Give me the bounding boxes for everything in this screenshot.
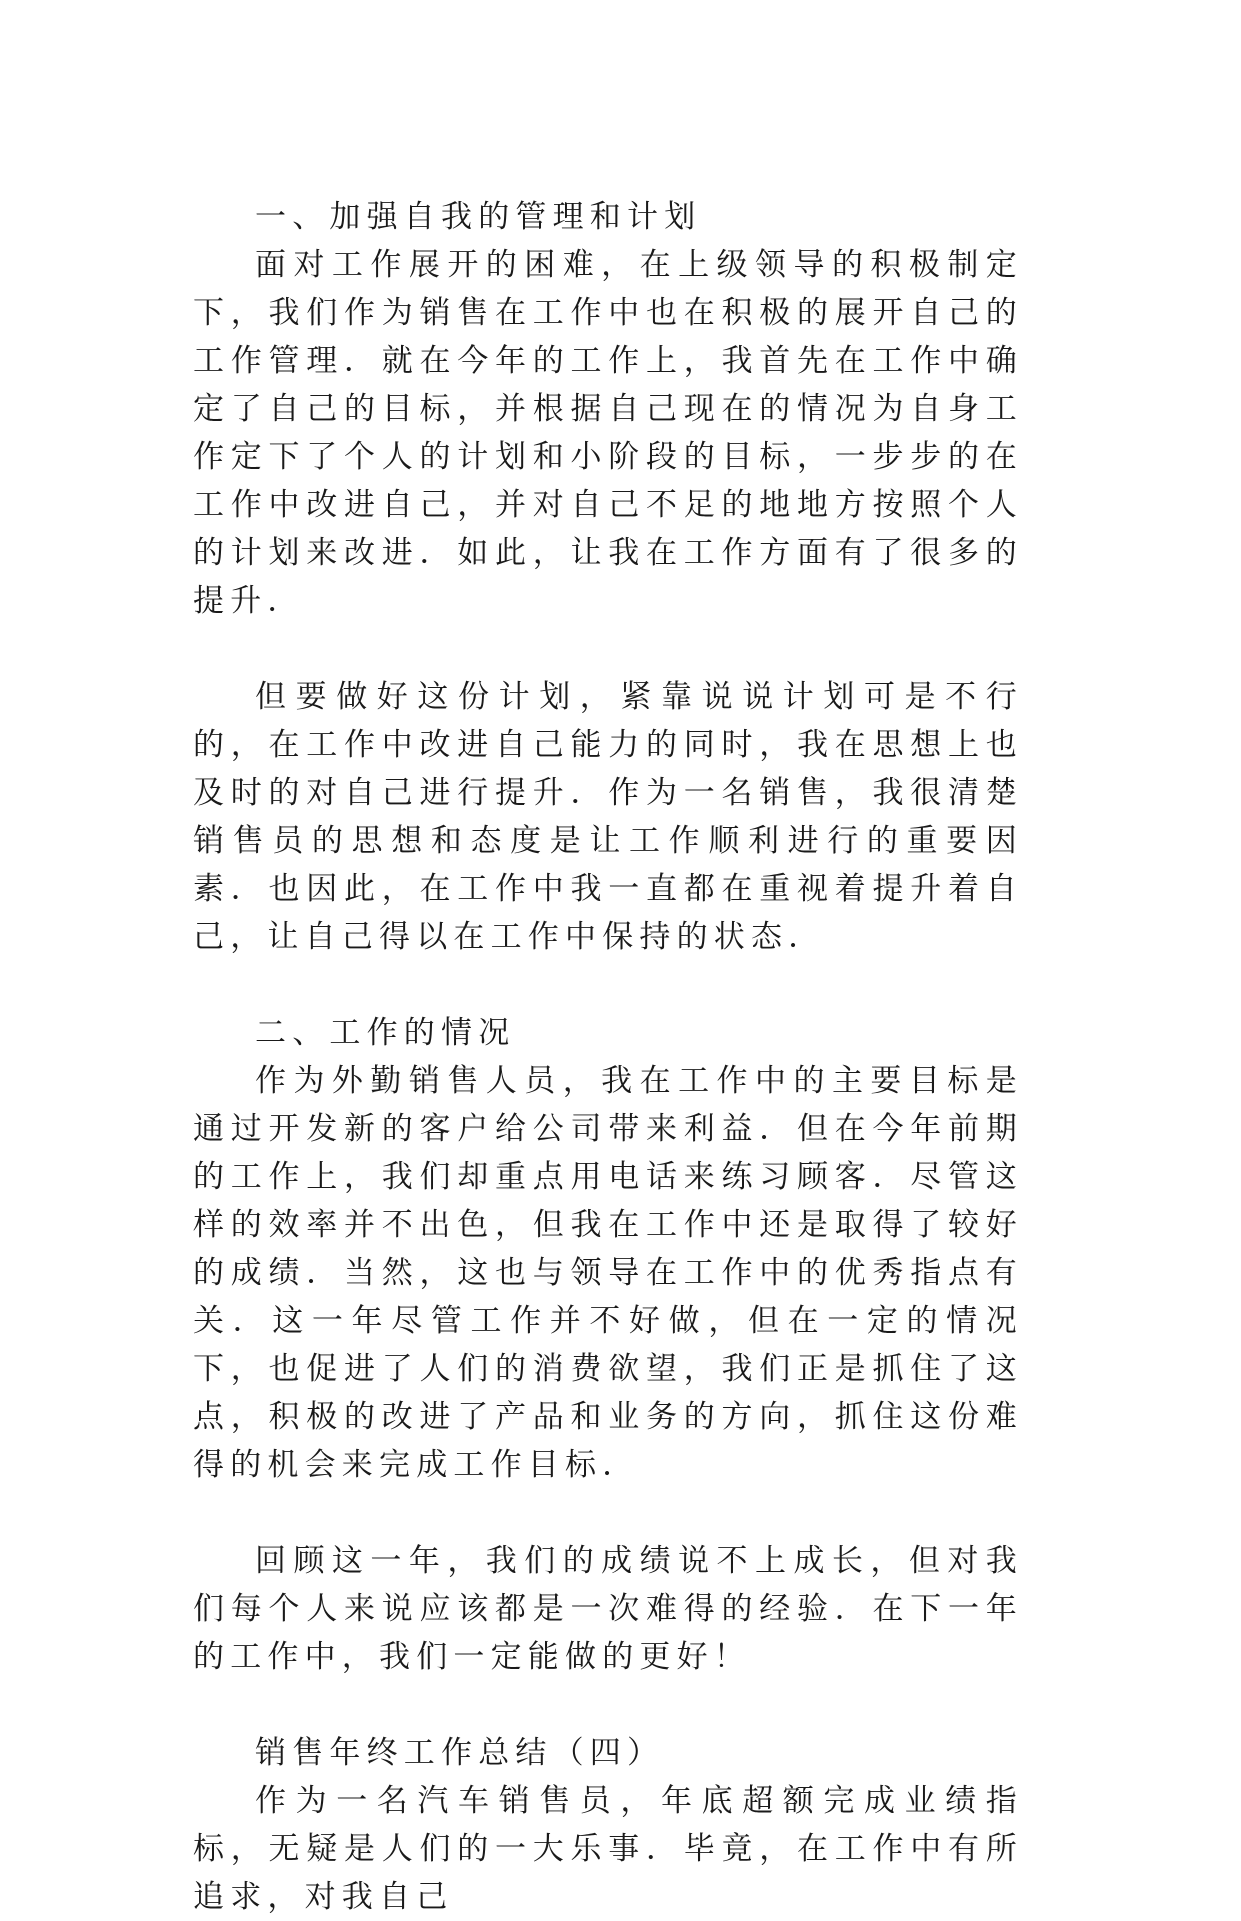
document-page xyxy=(193,193,1023,1921)
section-heading-1: 一、加强自我的管理和计划 xyxy=(255,199,702,235)
paragraph-2-1: 作为外勤销售人员，我在工作中的主要目标是通过开发新的客户给公司带来利益．但在今年前期的工作上，我们却重点用电话来练习顾客．尽管这样的效率并不出色，但我在工作中还是取得了较好的成绩．当然，这也与领导在工作中的优秀指点有关．这一年尽管工作并不好做，但在一定的情况下，也促进了人们的消费欲望，我们正是抓住了这点，积极的改进了产品和业务的方向，抓住这份难得的机会来完成工作目标． xyxy=(193,1063,1023,1483)
paragraph-1-2: 但要做好这份计划，紧靠说说计划可是不行的，在工作中改进自己能力的同时，我在思想上也及时的对自己进行提升．作为一名销售，我很清楚销售员的思想和态度是让工作顺利进行的重要因素．也因此，在工作中我一直都在重视着提升着自己，让自己得以在工作中保持的状态． xyxy=(193,679,1023,955)
paragraph-1-1: 面对工作展开的困难，在上级领导的积极制定下，我们作为销售在工作中也在积极的展开自己的工作管理．就在今年的工作上，我首先在工作中确定了自己的目标，并根据自己现在的情况为自身工作定下了个人的计划和小阶段的目标，一步步的在工作中改进自己，并对自己不足的地地方按照个人的计划来改进．如此，让我在工作方面有了很多的提升． xyxy=(193,247,1023,619)
paragraph-3-1: 作为一名汽车销售员，年底超额完成业绩指标，无疑是人们的一大乐事．毕竟，在工作中有所追求，对我自己 xyxy=(193,1783,1023,1915)
paragraph-gap xyxy=(193,625,1023,673)
paragraph-gap xyxy=(193,1489,1023,1537)
paragraph-gap xyxy=(193,1681,1023,1729)
section-heading-3: 销售年终工作总结（四） xyxy=(255,1735,665,1771)
paragraph-gap xyxy=(193,961,1023,1009)
paragraph-2-2: 回顾这一年，我们的成绩说不上成长，但对我们每个人来说应该都是一次难得的经验．在下一年的工作中，我们一定能做的更好！ xyxy=(193,1543,1023,1675)
section-heading-2: 二、工作的情况 xyxy=(255,1015,516,1051)
